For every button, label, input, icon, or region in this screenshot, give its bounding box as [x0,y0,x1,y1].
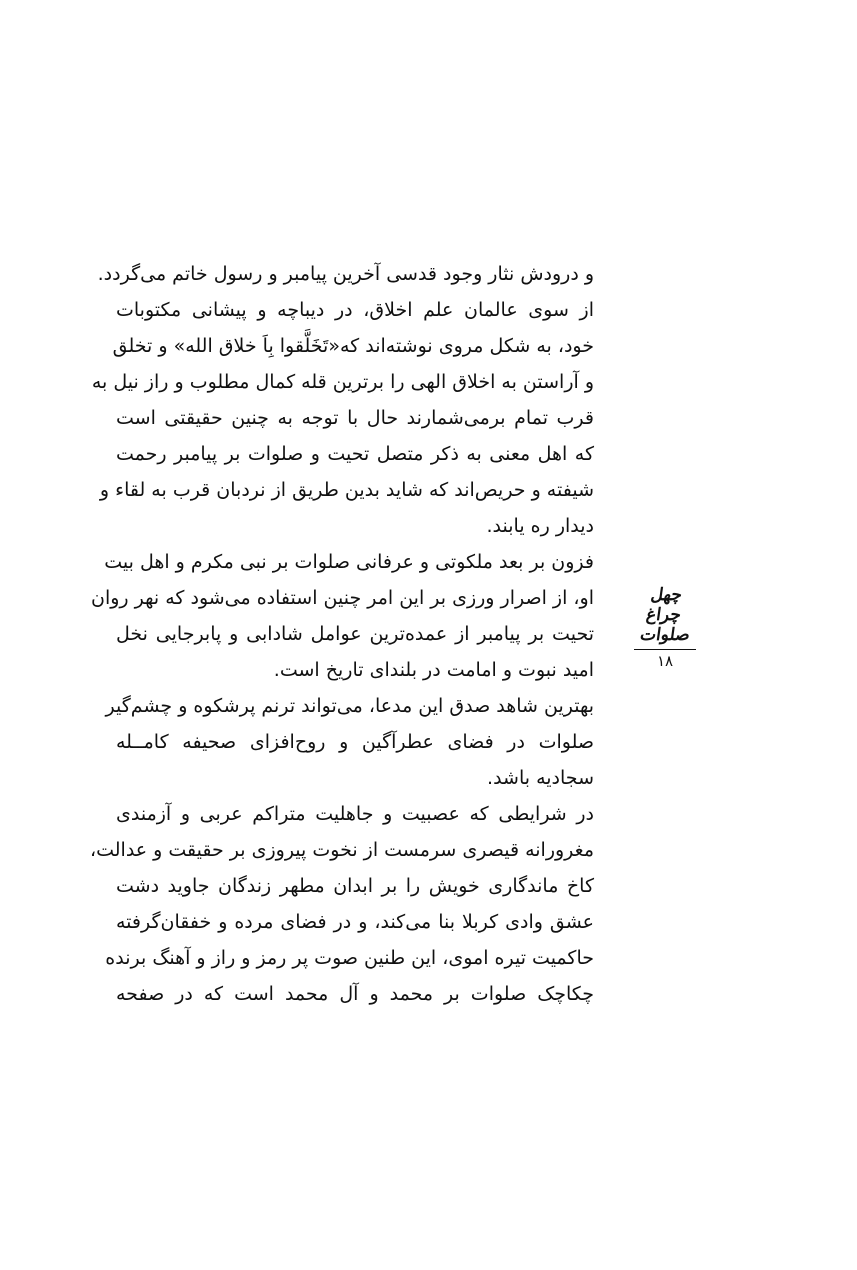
text-line: تحیت بر پیامبر از عمده‌ترین عوامل شادابی و پابرجایی نخل [116,623,594,645]
text-line: از سوی عالمان علم اخلاق، در دیباچه و پیشانی مکتوبات [116,299,594,321]
text-line: شیفته و حریص‌اند که شاید بدین طریق از نردبان قرب به لقاء و [99,479,594,501]
text-line: حاکمیت تیره اموی، این طنین صوت پر رمز و راز و آهنگ برنده [105,947,594,969]
text-line: سجادیه باشد. [487,767,594,789]
paragraph [89,796,594,1012]
paragraph [91,544,594,688]
text-line: کاخ ماندگاری خویش را بر ابدان مطهر زندگان جاوید دشت [116,875,594,897]
page-number: ۱۸ [656,652,674,670]
divider-rule [634,649,696,650]
text-line: خود، به شکل مروی نوشته‌اند که«تَخَلَّقوا بِاَ خلاق الله» و تخلق [112,335,594,357]
text-line: در شرایطی که عصبیت و جاهلیت متراکم عربی و آزمندی [116,803,594,825]
text-line: صلوات در فضای عطرآگین و روح‌افزای صحیفه کامــله [116,731,594,753]
text-line: فزون بر بعد ملکوتی و عرفانی صلوات بر نبی مکرم و اهل بیت [104,551,594,573]
text-line: مغرورانه قیصری سرمست از نخوت پیروزی بر حقیقت و عدالت، [89,839,594,861]
text-line: امید نبوت و امامت در بلندای تاریخ است. [273,659,594,681]
logo-title-line2: صلوات [638,625,692,645]
book-title-logo [634,585,696,670]
logo-title-line1: چهل چراغ [644,585,684,625]
text-line: چکاچک صلوات بر محمد و آل محمد است که در صفحه [116,983,594,1005]
text-line: و درودش نثار وجود قدسی آخرین پیامبر و رسول خاتم می‌گردد. [97,263,594,285]
text-line: او، از اصرار ورزی بر این امر چنین استفاده می‌شود که نهر روان [91,587,594,609]
paragraph [91,292,594,544]
text-line: که اهل معنی به ذکر متصل تحیت و صلوات بر پیامبر رحمت [116,443,594,465]
text-line: بهترین شاهد صدق این مدعا، می‌تواند ترنم پرشکوه و چشم‌گیر [105,695,594,717]
text-line: و آراستن به اخلاق الهی را برترین قله کمال مطلوب و راز نیل به [91,371,594,393]
text-line: قرب تمام برمی‌شمارند حال با توجه به چنین حقیقتی است [116,407,594,429]
paragraph [97,256,594,292]
text-line: دیدار ره یابند. [486,515,594,537]
text-line: عشق وادی کربلا بنا می‌کند، و در فضای مرده و خفقان‌گرفته [116,911,594,933]
paragraph [105,688,594,796]
body-text [89,256,594,1012]
